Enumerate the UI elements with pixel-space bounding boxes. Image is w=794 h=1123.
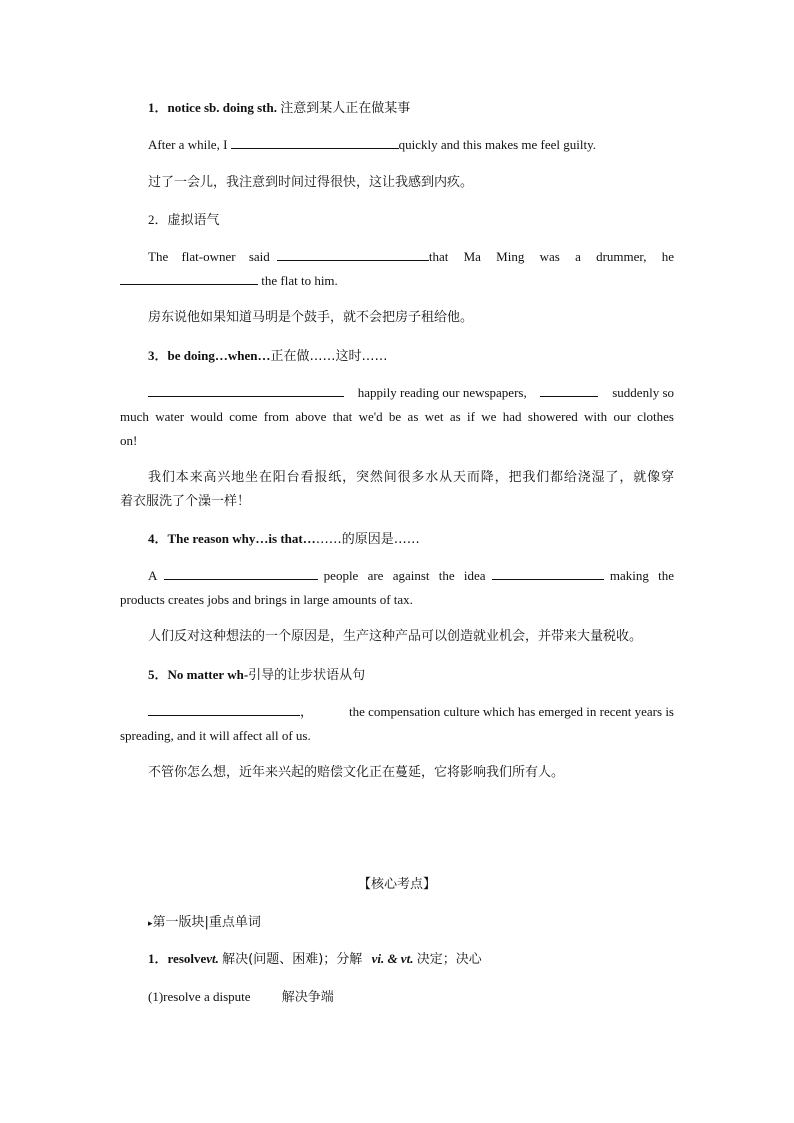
sentence-text: After a while, I (148, 137, 228, 152)
heading-cn: 虚拟语气 (167, 213, 220, 228)
item-1-translation: 过了一会儿，我注意到时间过得很快，这让我感到内疚。 (148, 175, 474, 190)
heading-en: notice sb. doing sth. (167, 100, 277, 115)
item-4-heading (148, 530, 420, 549)
entry-number: 1． (148, 951, 168, 966)
item-5-sentence-line1 (148, 703, 674, 721)
sentence-text: The flat-owner said (148, 249, 270, 264)
heading-cn: 注意到某人正在做某事 (280, 101, 411, 116)
item-2-translation: 房东说他如果知道马明是个鼓手，就不会把房子租给他。 (148, 310, 474, 325)
sentence-text: the compensation culture which has emerged in recent years is (348, 704, 674, 719)
definition: 决定；决心 (416, 952, 482, 967)
sentence-text: happily reading our newspapers, (357, 385, 527, 400)
answer-blank[interactable] (148, 703, 300, 716)
example-line (148, 988, 334, 1007)
item-4-translation: 人们反对这种想法的一个原因是，生产这种产品可以创造就业机会，并带来大量税收。 (148, 629, 643, 644)
heading-en: No matter wh- (167, 667, 249, 682)
sentence-text: ， (300, 704, 314, 719)
section-subheading (148, 913, 261, 932)
answer-blank[interactable] (120, 272, 258, 285)
answer-blank[interactable] (231, 136, 399, 149)
answer-blank[interactable] (540, 384, 598, 397)
triangle-bullet-icon: ▸ (148, 918, 153, 928)
part-of-speech: vi. & vt. (371, 951, 414, 966)
vocab-entry (148, 950, 482, 969)
heading-cn: 引导的让步状语从句 (248, 668, 366, 683)
item-2-heading (148, 211, 220, 230)
heading-en: The reason why…is that… (167, 531, 316, 546)
item-4-sentence-line1 (148, 567, 674, 585)
item-3-heading (148, 347, 387, 366)
answer-blank[interactable] (148, 384, 344, 397)
heading-en: be doing…when… (167, 348, 271, 363)
sentence-text: people are against the idea (323, 568, 486, 583)
item-number: 5． (148, 667, 168, 682)
answer-blank[interactable] (277, 248, 429, 261)
item-5-sentence-line2: spreading, and it will affect all of us. (120, 728, 311, 743)
item-number: 4． (148, 531, 168, 546)
example-chinese: 解决争端 (281, 990, 334, 1005)
item-2-sentence-line2 (120, 272, 338, 290)
answer-blank[interactable] (164, 567, 318, 580)
sentence-text: suddenly so (612, 385, 674, 400)
heading-cn: ……的原因是…… (315, 532, 420, 547)
sentence-text: that Ma Ming was a drummer, he (428, 249, 674, 264)
core-section-title: 【核心考点】 (357, 877, 436, 892)
item-1-heading (148, 99, 410, 118)
definition: 解决(问题、困难)；分解 (222, 952, 363, 967)
item-3-sentence-line2: much water would come from above that we'd be as wet as if we had showered with our clothes (120, 409, 674, 424)
section-label: 第一版块|重点单词 (152, 915, 261, 930)
item-3-sentence-line1 (148, 384, 674, 402)
item-1-sentence (148, 136, 596, 154)
item-3-translation-line2: 着衣服洗了个澡一样！ (120, 494, 251, 509)
item-5-translation: 不管你怎么想，近年来兴起的赔偿文化正在蔓延，它将影响我们所有人。 (148, 765, 565, 780)
heading-cn: 正在做……这时…… (270, 349, 388, 364)
item-4-sentence-line2: products creates jobs and brings in large amounts of tax. (120, 592, 413, 607)
entry-word: resolve (167, 951, 207, 966)
item-5-heading (148, 666, 365, 685)
sentence-text: making the (609, 568, 674, 583)
example-english: (1)resolve a dispute (148, 989, 251, 1004)
answer-blank[interactable] (492, 567, 604, 580)
item-number: 3． (148, 348, 168, 363)
item-3-sentence-line3: on! (120, 433, 138, 448)
sentence-text: quickly and this makes me feel guilty. (398, 137, 597, 152)
sentence-text: A (148, 568, 158, 583)
item-2-sentence-line1 (148, 248, 674, 266)
sentence-text: the flat to him. (261, 273, 338, 288)
item-number: 2． (148, 212, 168, 227)
item-number: 1． (148, 100, 168, 115)
part-of-speech: vt. (206, 951, 219, 966)
item-3-translation-line1: 我们本来高兴地坐在阳台看报纸，突然间很多水从天而降，把我们都给浇湿了，就像穿 (148, 470, 674, 485)
